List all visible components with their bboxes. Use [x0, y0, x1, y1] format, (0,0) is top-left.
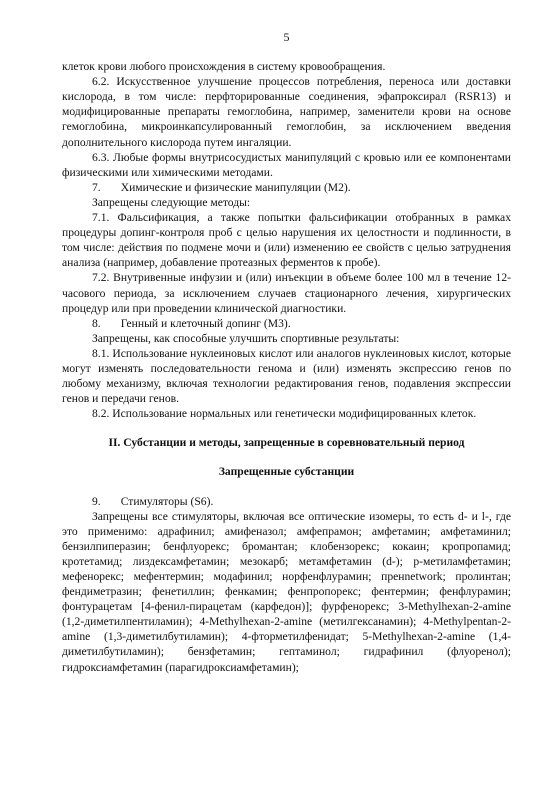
paragraph: 7.2. Внутривенные инфузии и (или) инъекции в объеме более 100 мл в течение 12-часового периода, за исключением случаев стационарного лечения, хирургических процедур или при проведении клинической диагностики.	[62, 271, 511, 315]
paragraph: 8.2. Использование нормальных или генетически модифицированных клеток.	[92, 407, 477, 421]
subchapter-heading: Запрещенные субстанции	[218, 465, 355, 479]
section-title: Генный и клеточный допинг (М3).	[120, 316, 291, 330]
section-heading	[62, 180, 511, 195]
paragraph: Запрещены следующие методы:	[92, 195, 251, 209]
paragraph: Запрещены все стимуляторы, включая все оптические изомеры, то есть d- и l-, где это применимо: адрафинил; амифеназол; амфепрамон; амфетамин; амфетаминил; бензилпиперазин; бенфлуорекс; бромантан; клобензорекс; кокаин; кропропамид; кротетамид; лиздексамфетамин; мезокарб; метамфетамин (d-); р-метиламфетамин; мефенорекс; мефентермин; модафинил; норфенфлурамин; пренnetwork; пролинтан; фендиметразин; фенетиллин; фенкамин; фенпропорекс; фентермин; фенфлурамин; фонтурацетам [4-фенил-пирацетам (карфедон)]; фурфенорекс; 3-Methylhexan-2-amine (1,2-диметилпентиламин); 4-Methylhexan-2-amine (метилгексанамин); 4-Methylpentan-2-amine (1,3-диметилбутиламин); 4-фторметилфенидат; 5-Methylhexan-2-amine (1,4-диметилбутиламин); бензфетамин; гептаминол; гидрафинил (флуоренол); гидроксиамфетамин (парагидроксиамфетамин);	[62, 509, 511, 674]
section-heading	[62, 494, 511, 509]
paragraph: 6.2. Искусственное улучшение процессов потребления, переноса или доставки кислорода, в том числе: перфторированные соединения, эфапроксирал (RSR13) и модифицированные препараты гемоглобина, например, заменители крови на основе гемоглобина, микроинкапсулированный гемоглобин, за исключением введения дополнительного кислорода путем ингаляции.	[62, 75, 511, 149]
section-title: Химические и физические манипуляции (М2).	[120, 180, 351, 194]
chapter-heading: II. Субстанции и методы, запрещенные в соревновательный период	[108, 436, 465, 450]
paragraph: 8.1. Использование нуклеиновых кислот или аналогов нуклеиновых кислот, которые могут изменять последовательности генома и (или) изменять экспрессию генов по любому механизму, включая технологии редактирования генов, подавления экспрессии генов и передачи генов.	[62, 346, 511, 406]
section-number: 7.	[92, 180, 101, 194]
section-heading	[62, 316, 511, 331]
paragraph: 6.3. Любые формы внутрисосудистых манипуляций с кровью или ее компонентами физическими или химическими методами.	[62, 150, 511, 179]
paragraph: Запрещены, как способные улучшить спортивные результаты:	[92, 331, 400, 345]
section-number: 8.	[92, 316, 101, 330]
section-number: 9.	[92, 494, 101, 508]
paragraph: 7.1. Фальсификация, а также попытки фальсификации отобранных в рамках процедуры допинг-контроля проб с целью нарушения их целостности и подлинности, в том числе: действия по подмене мочи и (или) изменению ее свойств с целью затруднения анализа (например, добавление протеазных ферментов к пробе).	[62, 211, 511, 270]
section-title: Стимуляторы (S6).	[120, 494, 214, 508]
page-number: 5	[283, 30, 290, 44]
paragraph: клеток крови любого происхождения в систему кровообращения.	[62, 60, 386, 74]
